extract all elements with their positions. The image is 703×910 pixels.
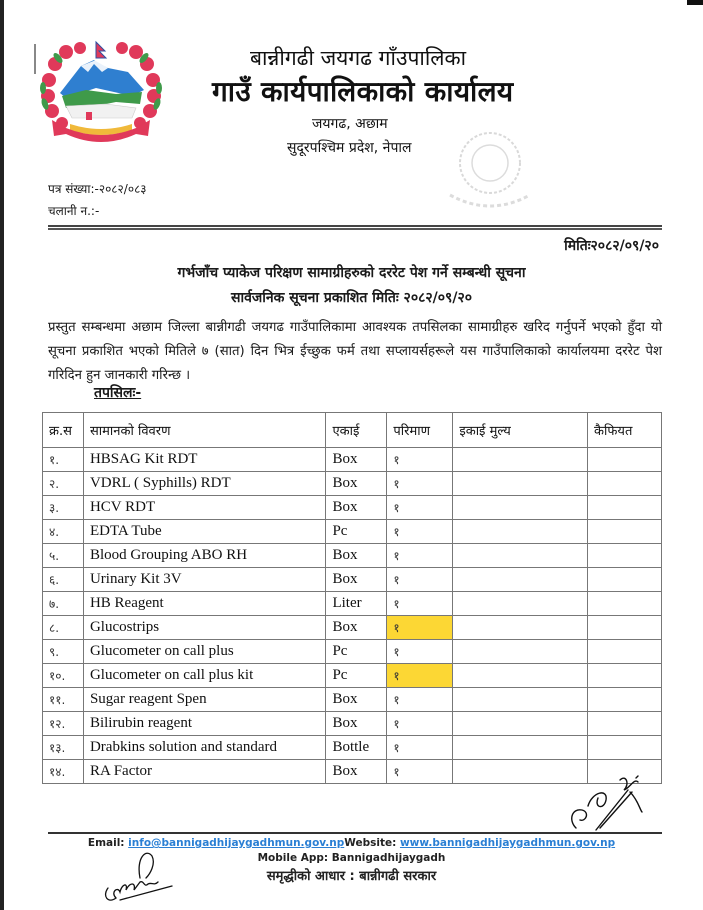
header-divider	[48, 225, 662, 230]
cell-unit-price	[453, 712, 588, 736]
cell-item: Glucostrips	[83, 616, 326, 640]
cell-unit: Box	[326, 448, 387, 472]
table-row	[43, 664, 662, 688]
email-link[interactable]: info@bannigadhijaygadhmun.gov.np	[128, 837, 345, 849]
cell-serial: ६.	[43, 568, 84, 592]
cell-quantity: १	[387, 472, 453, 496]
cell-unit-price	[453, 472, 588, 496]
table-row	[43, 448, 662, 472]
cell-remarks	[588, 544, 662, 568]
cell-serial: १२.	[43, 712, 84, 736]
table-row	[43, 544, 662, 568]
table-row	[43, 472, 662, 496]
table-row	[43, 640, 662, 664]
footer-divider	[48, 832, 662, 834]
cell-unit: Pc	[326, 520, 387, 544]
nepal-emblem-logo	[36, 38, 166, 150]
cell-unit: Pc	[326, 664, 387, 688]
cell-quantity: १	[387, 544, 453, 568]
cell-remarks	[588, 496, 662, 520]
table-row	[43, 496, 662, 520]
cell-unit-price	[453, 688, 588, 712]
cell-remarks	[588, 712, 662, 736]
cell-unit: Box	[326, 568, 387, 592]
letter-number: पत्र संख्या:-२०८२/०८३	[48, 182, 147, 196]
cell-unit: Pc	[326, 640, 387, 664]
cell-quantity: १	[387, 736, 453, 760]
cell-item: HCV RDT	[83, 496, 326, 520]
items-table	[42, 412, 662, 784]
cell-quantity: १	[387, 616, 453, 640]
footer-motto: समृद्धीको आधार : बान्नीगढी सरकार	[266, 869, 437, 884]
cell-serial: १४.	[43, 760, 84, 784]
mobile-app-text: Mobile App: Bannigadhijaygadh	[257, 852, 446, 864]
cell-item: Sugar reagent Spen	[83, 688, 326, 712]
notice-body: प्रस्तुत सम्बन्धमा अछाम जिल्ला बान्नीगढी जयगढ गाउँपालिकामा आवश्यक तपसिलका सामाग्रीहरु खरिद गर्नुपर्ने भएको हुँदा यो सूचना प्रकाशित भएको मितिले ७ (सात) दिन भित्र ईच्छुक फर्म तथा सप्लायर्सहरूले यस गाउँपालिकाको कार्यालयमा दररेट पेश गरिदिन हुन जानकारी गरिन्छ ।	[48, 320, 662, 383]
cell-unit: Box	[326, 688, 387, 712]
cell-remarks	[588, 640, 662, 664]
table-row	[43, 592, 662, 616]
cell-serial: ७.	[43, 592, 84, 616]
cell-remarks	[588, 736, 662, 760]
cell-unit: Box	[326, 760, 387, 784]
cell-quantity: १	[387, 568, 453, 592]
cell-item: Glucometer on call plus	[83, 640, 326, 664]
cell-quantity: १	[387, 760, 453, 784]
cell-quantity: १	[387, 448, 453, 472]
cell-serial: १३.	[43, 736, 84, 760]
table-header-row	[43, 413, 662, 448]
cell-serial: ९.	[43, 640, 84, 664]
cell-unit: Box	[326, 712, 387, 736]
cell-quantity: १	[387, 520, 453, 544]
cell-remarks	[588, 520, 662, 544]
cell-unit: Liter	[326, 592, 387, 616]
cell-serial: २.	[43, 472, 84, 496]
cell-quantity: १	[387, 496, 453, 520]
cell-unit-price	[453, 664, 588, 688]
cell-remarks	[588, 592, 662, 616]
cell-serial: ४.	[43, 520, 84, 544]
header-unit-price: इकाई मुल्य	[453, 413, 588, 448]
office-name: गाउँ कार्यपालिकाको कार्यालय	[212, 75, 514, 108]
cell-item: Blood Grouping ABO RH	[83, 544, 326, 568]
cell-unit: Box	[326, 544, 387, 568]
cell-item: Glucometer on call plus kit	[83, 664, 326, 688]
scan-edge-shadow	[0, 0, 4, 910]
nepal-flag	[96, 42, 106, 58]
official-signature	[568, 770, 648, 832]
cell-unit-price	[453, 544, 588, 568]
cell-unit-price	[453, 616, 588, 640]
website-label: Website:	[344, 837, 400, 849]
header-quantity: परिमाण	[387, 413, 453, 448]
cell-quantity: १	[387, 592, 453, 616]
cell-remarks	[588, 448, 662, 472]
cell-remarks	[588, 568, 662, 592]
header-serial: क्र.स	[43, 413, 84, 448]
email-label: Email:	[87, 837, 129, 849]
cell-item: EDTA Tube	[83, 520, 326, 544]
cell-item: Bilirubin reagent	[83, 712, 326, 736]
cell-serial: १.	[43, 448, 84, 472]
cell-remarks	[588, 616, 662, 640]
cell-unit: Box	[326, 496, 387, 520]
cell-item: HBSAG Kit RDT	[83, 448, 326, 472]
office-province: सुदूरपश्चिम प्रदेश, नेपाल	[287, 140, 412, 156]
scan-corner-shadow	[687, 0, 703, 5]
cell-item: Drabkins solution and standard	[83, 736, 326, 760]
cell-serial: १०.	[43, 664, 84, 688]
dispatch-number: चलानी न.:-	[48, 204, 100, 218]
table-row	[43, 736, 662, 760]
initial-signature	[100, 848, 175, 904]
cell-serial: ३.	[43, 496, 84, 520]
notice-published-date: सार्वजनिक सूचना प्रकाशित मितिः २०८२/०९/२०	[230, 290, 473, 306]
cell-unit-price	[453, 736, 588, 760]
cell-serial: ११.	[43, 688, 84, 712]
cell-remarks	[588, 688, 662, 712]
details-label: तपसिलः-	[94, 385, 142, 401]
cell-unit: Box	[326, 616, 387, 640]
table-row	[43, 568, 662, 592]
cell-item: VDRL ( Syphills) RDT	[83, 472, 326, 496]
cell-item: Urinary Kit 3V	[83, 568, 326, 592]
cell-quantity: १	[387, 688, 453, 712]
cell-unit-price	[453, 496, 588, 520]
cell-unit-price	[453, 592, 588, 616]
cell-unit-price	[453, 448, 588, 472]
cell-unit-price	[453, 640, 588, 664]
cell-quantity: १	[387, 712, 453, 736]
office-stamp-seal	[440, 125, 540, 220]
cell-quantity: १	[387, 640, 453, 664]
header-remarks: कैफियत	[588, 413, 662, 448]
notice-date: मितिः२०८२/०९/२०	[564, 238, 659, 254]
website-link[interactable]: www.bannigadhijaygadhmun.gov.np	[399, 837, 616, 849]
table-row	[43, 712, 662, 736]
table-row	[43, 520, 662, 544]
cell-remarks	[588, 664, 662, 688]
municipality-name: बान्नीगढी जयगढ गाँउपालिका	[250, 46, 467, 70]
cell-unit-price	[453, 520, 588, 544]
cell-quantity: १	[387, 664, 453, 688]
table-row	[43, 616, 662, 640]
table-row	[43, 688, 662, 712]
cell-serial: ८.	[43, 616, 84, 640]
cell-unit: Box	[326, 472, 387, 496]
cell-unit-price	[453, 568, 588, 592]
office-location: जयगढ, अछाम	[312, 116, 388, 132]
header-unit: एकाई	[326, 413, 387, 448]
cell-serial: ५.	[43, 544, 84, 568]
notice-title: गर्भजाँच प्याकेज परिक्षण सामाग्रीहरुको दररेट पेश गर्ने सम्बन्धी सूचना	[177, 265, 526, 281]
cell-unit: Bottle	[326, 736, 387, 760]
header-item: सामानको विवरण	[83, 413, 326, 448]
cell-item: HB Reagent	[83, 592, 326, 616]
cell-item: RA Factor	[83, 760, 326, 784]
cell-remarks	[588, 472, 662, 496]
